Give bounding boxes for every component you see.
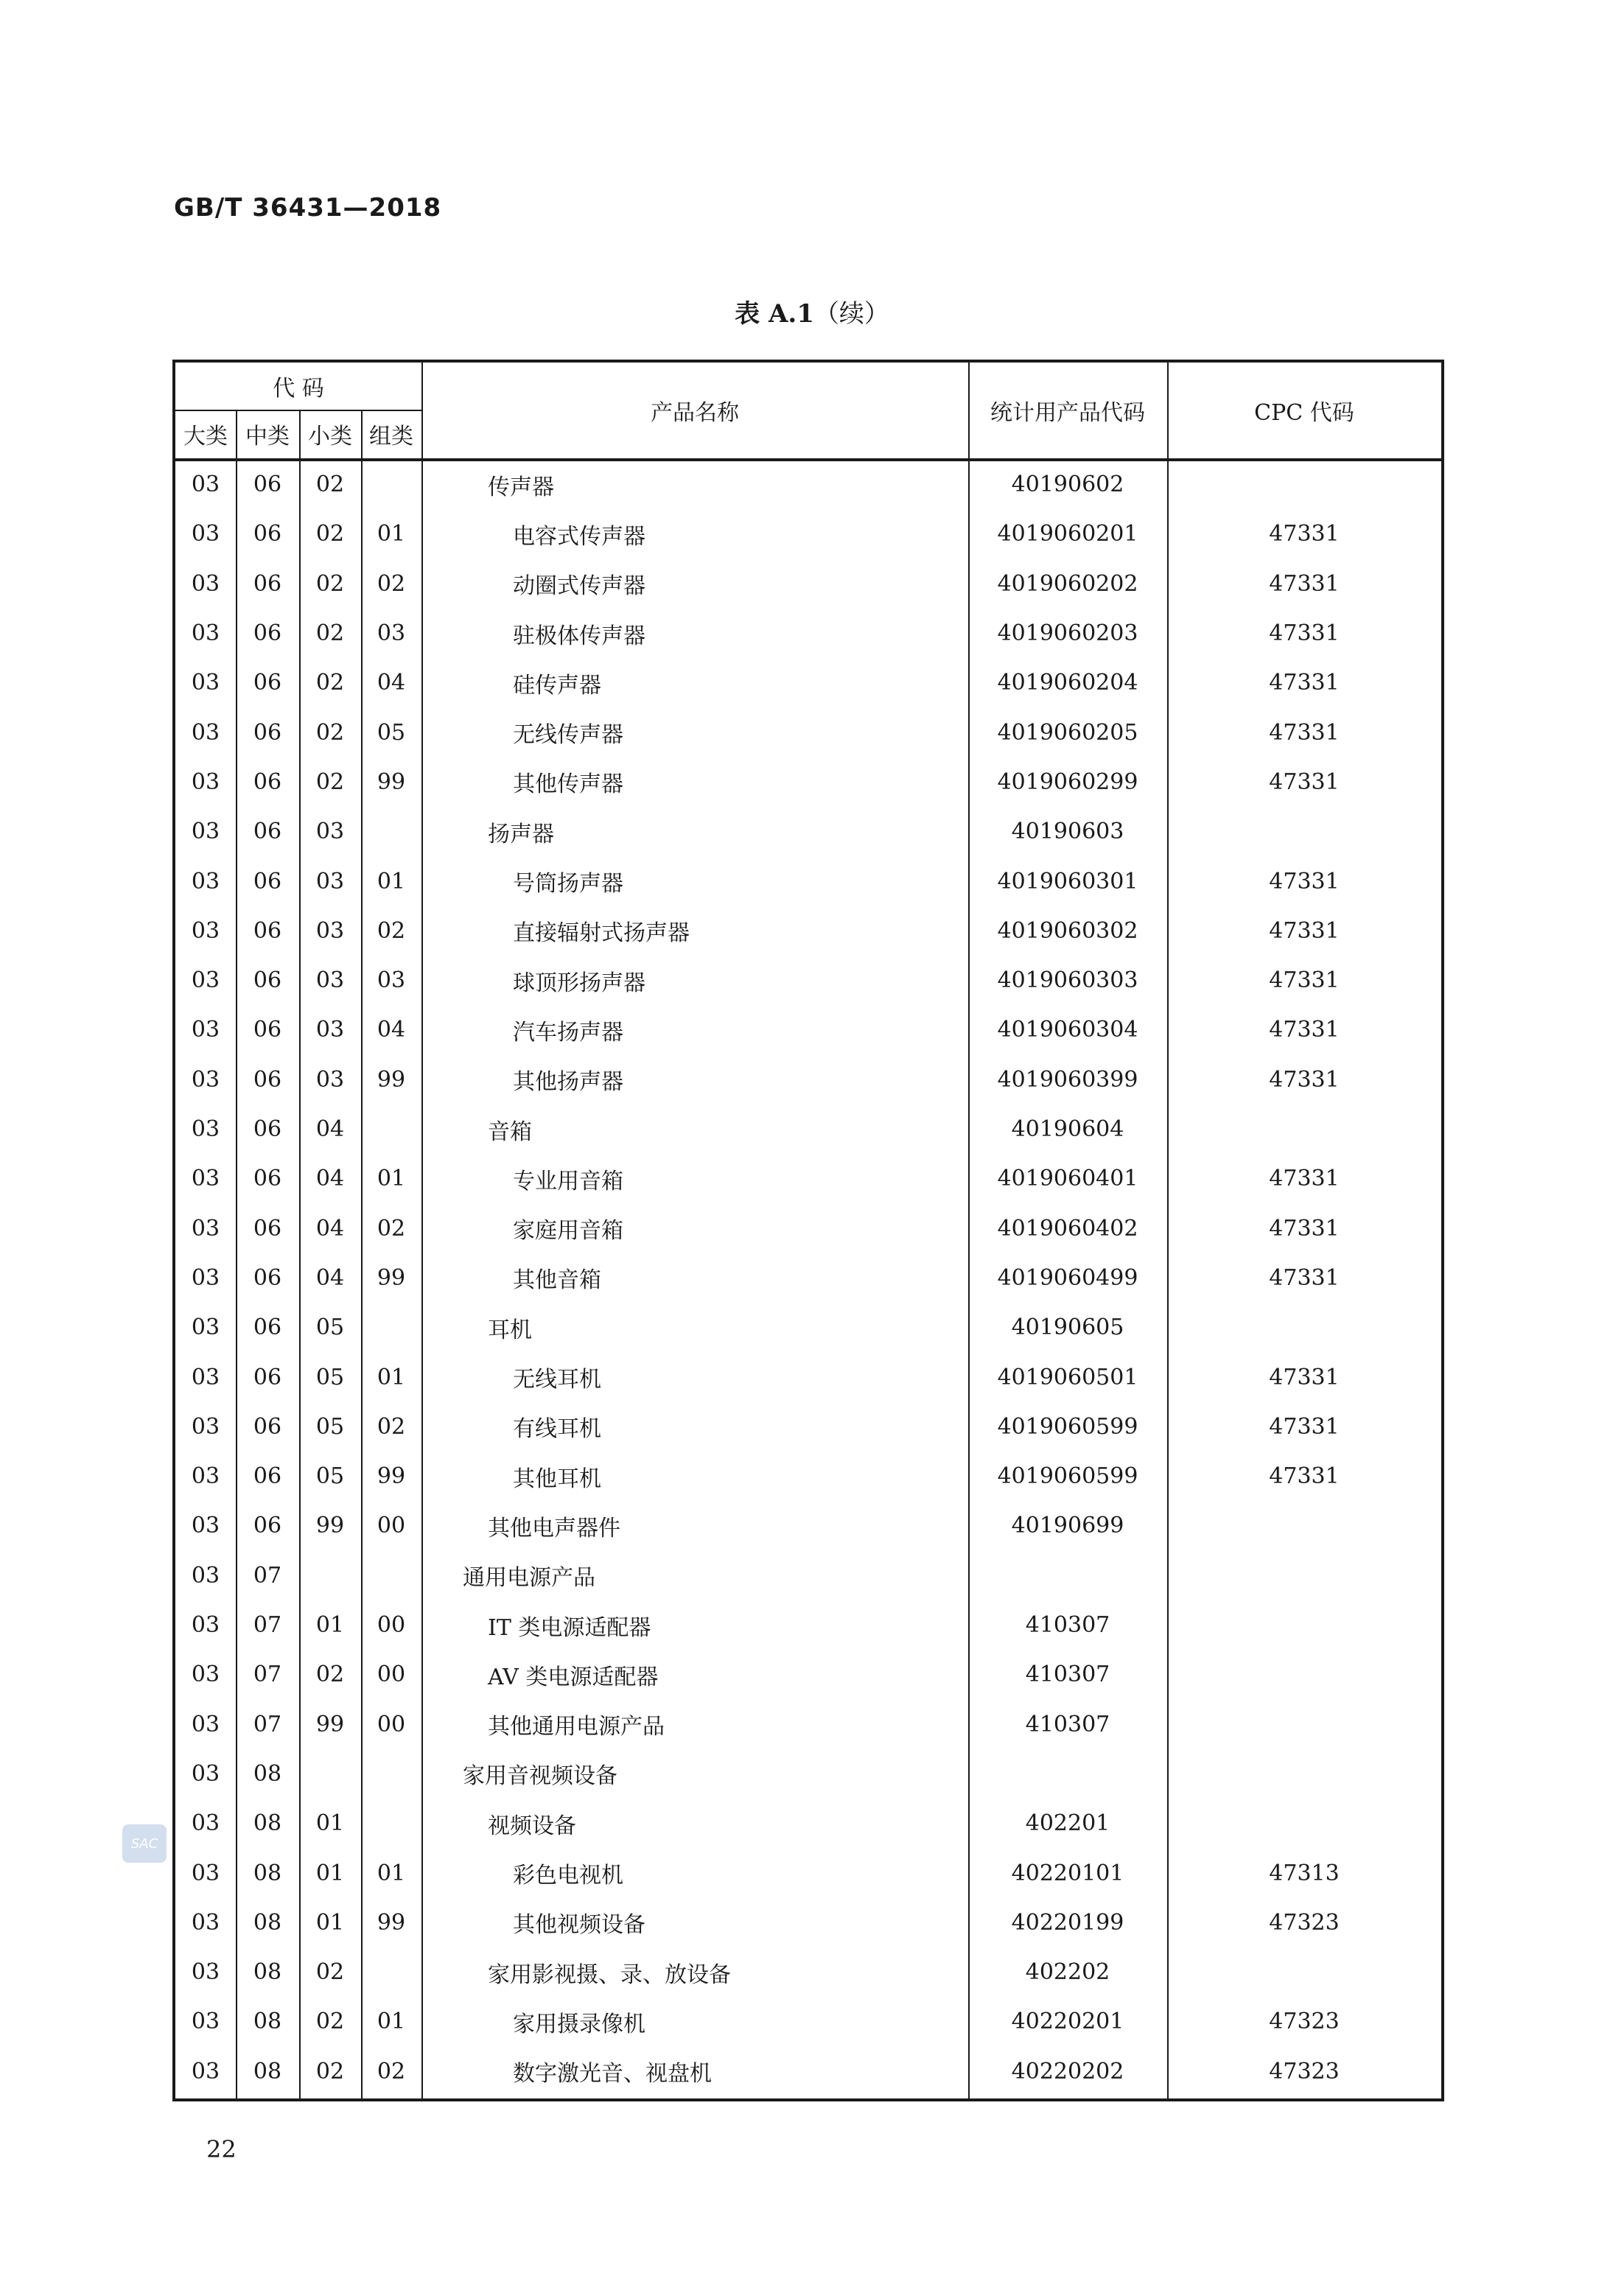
cell-major: 03: [191, 1463, 220, 1490]
cell-stat-code: 40190604: [1011, 1116, 1124, 1143]
cell-stat-code: 4019060401: [997, 1166, 1138, 1192]
cell-group: 02: [377, 917, 406, 944]
cell-minor: 03: [315, 1017, 345, 1043]
cell-cpc-code: [1167, 1650, 1441, 1699]
cell-group: 02: [377, 2058, 406, 2084]
cell-middle: 06: [253, 1513, 282, 1539]
cell-cpc-code: 47331: [1269, 620, 1340, 647]
cell-group: [361, 460, 421, 509]
cell-stat-code: 410307: [1025, 1711, 1110, 1737]
cell-minor: 04: [315, 1116, 345, 1143]
cell-product-name: 电容式传声器: [513, 523, 645, 550]
cell-cpc-code: 47331: [1269, 570, 1340, 597]
cell-stat-code: 4019060299: [997, 769, 1138, 795]
cell-minor: 02: [315, 2009, 345, 2035]
cell-product-name: 号筒扬声器: [513, 871, 623, 897]
cell-minor: 02: [315, 1662, 345, 1688]
cell-group: 01: [377, 1860, 406, 1886]
cell-product-name: 无线传声器: [513, 722, 623, 749]
cell-group: 99: [377, 1463, 406, 1490]
cell-product-name: 彩色电视机: [513, 1863, 623, 1889]
cell-middle: 06: [253, 1413, 282, 1440]
cell-product-name: 视频设备: [488, 1813, 576, 1839]
cell-cpc-code: 47323: [1269, 2058, 1340, 2084]
cell-stat-code: 4019060304: [997, 1017, 1138, 1043]
cell-product-name: 其他耳机: [513, 1466, 601, 1492]
cell-cpc-code: [1167, 460, 1441, 509]
cell-group: 01: [377, 868, 406, 895]
cell-product-name: 驻极体传声器: [513, 623, 645, 649]
cell-product-name: 扬声器: [488, 821, 554, 847]
sac-watermark: SAC: [122, 1824, 167, 1863]
cell-cpc-code: 47331: [1269, 917, 1340, 944]
cell-minor: 99: [315, 1513, 345, 1539]
cell-stat-code: 4019060499: [997, 1264, 1138, 1291]
cell-major: 03: [191, 719, 220, 746]
cell-middle: 06: [253, 1017, 282, 1043]
header-major: 大类: [183, 424, 228, 449]
cell-minor: [299, 1551, 361, 1600]
cell-major: 03: [191, 1860, 220, 1886]
cell-product-name: 数字激光音、视盘机: [513, 2061, 712, 2087]
cell-cpc-code: [1167, 1551, 1441, 1600]
cell-stat-code: 4019060303: [997, 967, 1138, 994]
cell-stat-code: 410307: [1025, 1662, 1110, 1688]
cell-middle: 07: [253, 1562, 282, 1589]
cell-middle: 06: [253, 819, 282, 845]
cell-stat-code: 4019060203: [997, 620, 1138, 647]
cell-middle: 07: [253, 1612, 282, 1639]
cell-product-name: 专业用音箱: [513, 1168, 623, 1194]
cell-major: 03: [191, 769, 220, 795]
cell-stat-code: 4019060301: [997, 868, 1138, 895]
cell-middle: 06: [253, 472, 282, 498]
header-stat-code: 统计用产品代码: [990, 400, 1145, 426]
cell-middle: 08: [253, 1909, 282, 1936]
cell-product-name: 耳机: [488, 1317, 532, 1343]
cell-stat-code: 40190699: [1011, 1513, 1124, 1539]
cell-major: 03: [191, 1662, 220, 1688]
cell-group: 01: [377, 2009, 406, 2035]
cell-cpc-code: [1167, 1799, 1441, 1848]
cell-major: 03: [191, 620, 220, 647]
cell-major: 03: [191, 1711, 220, 1737]
product-code-table: [172, 360, 1444, 2101]
cell-stat-code: 40190603: [1011, 819, 1124, 845]
cell-product-name: 硅传声器: [513, 672, 601, 699]
cell-minor: 03: [315, 819, 345, 845]
cell-middle: 08: [253, 1810, 282, 1837]
cell-major: 03: [191, 1612, 220, 1639]
header-divider: [175, 410, 421, 411]
cell-major: 03: [191, 1562, 220, 1589]
cell-group: 05: [377, 719, 406, 746]
cell-minor: 04: [315, 1215, 345, 1242]
cell-middle: 06: [253, 1116, 282, 1143]
cell-middle: 06: [253, 1314, 282, 1341]
cell-major: 03: [191, 1909, 220, 1936]
cell-middle: 06: [253, 719, 282, 746]
cell-major: 03: [191, 2009, 220, 2035]
cell-minor: 05: [315, 1413, 345, 1440]
cell-group: [361, 1947, 421, 1997]
cell-stat-code: 4019060202: [997, 570, 1138, 597]
cell-product-name: 音箱: [488, 1119, 532, 1145]
cell-group: [361, 1105, 421, 1154]
page-number: 22: [206, 2135, 237, 2163]
standard-code: GB/T 36431—2018: [174, 193, 442, 223]
cell-middle: 06: [253, 670, 282, 696]
cell-cpc-code: [1167, 1501, 1441, 1550]
cell-cpc-code: [1167, 1600, 1441, 1650]
cell-cpc-code: 47323: [1269, 2009, 1340, 2035]
header-group: 组类: [369, 424, 413, 449]
cell-product-name: 其他通用电源产品: [488, 1714, 665, 1740]
cell-major: 03: [191, 1810, 220, 1837]
cell-minor: 03: [315, 1066, 345, 1093]
cell-cpc-code: 47331: [1269, 868, 1340, 895]
cell-major: 03: [191, 2058, 220, 2084]
cell-cpc-code: 47331: [1269, 719, 1340, 746]
cell-minor: 02: [315, 1959, 345, 1986]
cell-group: 00: [377, 1662, 406, 1688]
cell-group: [361, 1749, 421, 1799]
cell-product-name: 家用摄录像机: [513, 2011, 645, 2037]
cell-middle: 06: [253, 769, 282, 795]
cell-middle: 06: [253, 967, 282, 994]
cell-middle: 06: [253, 521, 282, 547]
cell-major: 03: [191, 1513, 220, 1539]
cell-cpc-code: [1167, 1105, 1441, 1154]
table-title-label: 表 A.1: [735, 299, 814, 329]
cell-stat-code: 402201: [1025, 1810, 1110, 1837]
cell-stat-code: 40220101: [1011, 1860, 1124, 1886]
cell-stat-code: 40220202: [1011, 2058, 1124, 2084]
cell-cpc-code: 47331: [1269, 1463, 1340, 1490]
table-title: [0, 293, 1624, 329]
cell-group: 03: [377, 620, 406, 647]
cell-product-name: 传声器: [488, 474, 554, 500]
cell-cpc-code: 47331: [1269, 1215, 1340, 1242]
cell-group: [361, 807, 421, 856]
cell-middle: 06: [253, 1066, 282, 1093]
header-middle: 中类: [245, 424, 290, 449]
cell-group: [361, 1799, 421, 1848]
cell-minor: 04: [315, 1166, 345, 1192]
cell-middle: 07: [253, 1662, 282, 1688]
cell-major: 03: [191, 1066, 220, 1093]
cell-major: 03: [191, 1215, 220, 1242]
cell-product-name: 动圈式传声器: [513, 573, 645, 600]
cell-product-name: 其他视频设备: [513, 1912, 645, 1939]
cell-group: [361, 1303, 421, 1352]
cell-minor: 03: [315, 868, 345, 895]
cell-group: 00: [377, 1711, 406, 1737]
cell-product-name: IT 类电源适配器: [488, 1614, 651, 1641]
cell-minor: 02: [315, 719, 345, 746]
cell-group: 04: [377, 670, 406, 696]
cell-group: [361, 1551, 421, 1600]
cell-group: 99: [377, 1909, 406, 1936]
cell-product-name: 有线耳机: [513, 1416, 601, 1443]
cell-major: 03: [191, 1314, 220, 1341]
cell-group: 01: [377, 1364, 406, 1390]
cell-middle: 06: [253, 917, 282, 944]
cell-product-name: 家用影视摄、录、放设备: [488, 1961, 731, 1988]
col-divider-4: [421, 363, 423, 2098]
cell-middle: 06: [253, 570, 282, 597]
cell-minor: 01: [315, 1612, 345, 1639]
cell-cpc-code: 47331: [1269, 1264, 1340, 1291]
cell-stat-code: [968, 1551, 1167, 1600]
cell-minor: 01: [315, 1810, 345, 1837]
cell-stat-code: 4019060302: [997, 917, 1138, 944]
cell-cpc-code: [1167, 1303, 1441, 1352]
cell-middle: 08: [253, 1959, 282, 1986]
cell-major: 03: [191, 1116, 220, 1143]
cell-group: 01: [377, 521, 406, 547]
cell-middle: 06: [253, 1463, 282, 1490]
cell-group: 02: [377, 1215, 406, 1242]
cell-minor: 02: [315, 2058, 345, 2084]
cell-group: 99: [377, 1066, 406, 1093]
cell-minor: 05: [315, 1364, 345, 1390]
cell-minor: 03: [315, 967, 345, 994]
cell-middle: 06: [253, 868, 282, 895]
cell-product-name: 球顶形扬声器: [513, 970, 645, 996]
cell-stat-code: 4019060501: [997, 1364, 1138, 1390]
cell-major: 03: [191, 1959, 220, 1986]
cell-minor: 02: [315, 670, 345, 696]
cell-major: 03: [191, 917, 220, 944]
cell-cpc-code: 47331: [1269, 1166, 1340, 1192]
table-title-suffix: （续）: [813, 299, 889, 329]
cell-cpc-code: 47331: [1269, 769, 1340, 795]
cell-middle: 06: [253, 620, 282, 647]
cell-cpc-code: [1167, 1749, 1441, 1799]
cell-product-name: 无线耳机: [513, 1367, 601, 1393]
cell-stat-code: 40220201: [1011, 2009, 1124, 2035]
cell-group: 00: [377, 1612, 406, 1639]
cell-minor: 02: [315, 769, 345, 795]
cell-product-name: 其他传声器: [513, 771, 623, 798]
cell-stat-code: 4019060205: [997, 719, 1138, 746]
cell-group: 04: [377, 1017, 406, 1043]
cell-group: 02: [377, 570, 406, 597]
cell-cpc-code: 47331: [1269, 1066, 1340, 1093]
cell-major: 03: [191, 1017, 220, 1043]
cell-group: 03: [377, 967, 406, 994]
cell-middle: 08: [253, 1760, 282, 1787]
cell-stat-code: 4019060599: [997, 1463, 1138, 1490]
cell-minor: 99: [315, 1711, 345, 1737]
cell-stat-code: [968, 1749, 1167, 1799]
cell-middle: 06: [253, 1166, 282, 1192]
cell-cpc-code: 47331: [1269, 521, 1340, 547]
cell-minor: 01: [315, 1860, 345, 1886]
cell-middle: 06: [253, 1364, 282, 1390]
cell-minor: 03: [315, 917, 345, 944]
cell-cpc-code: [1167, 1947, 1441, 1997]
cell-minor: 02: [315, 620, 345, 647]
cell-major: 03: [191, 1364, 220, 1390]
cell-product-name: 其他电声器件: [488, 1515, 620, 1541]
cell-group: 99: [377, 769, 406, 795]
cell-major: 03: [191, 570, 220, 597]
cell-cpc-code: 47331: [1269, 1364, 1340, 1390]
cell-stat-code: 4019060204: [997, 670, 1138, 696]
cell-stat-code: 402202: [1025, 1959, 1110, 1986]
cell-major: 03: [191, 1760, 220, 1787]
cell-stat-code: 410307: [1025, 1612, 1110, 1639]
cell-cpc-code: 47331: [1269, 1413, 1340, 1440]
cell-major: 03: [191, 1264, 220, 1291]
cell-major: 03: [191, 967, 220, 994]
cell-minor: 02: [315, 472, 345, 498]
cell-major: 03: [191, 1413, 220, 1440]
cell-stat-code: 40220199: [1011, 1909, 1124, 1936]
cell-middle: 06: [253, 1264, 282, 1291]
cell-major: 03: [191, 819, 220, 845]
cell-middle: 08: [253, 2009, 282, 2035]
header-cpc-code: CPC 代码: [1254, 400, 1354, 426]
cell-major: 03: [191, 1166, 220, 1192]
cell-cpc-code: 47313: [1269, 1860, 1340, 1886]
cell-minor: 01: [315, 1909, 345, 1936]
header-minor: 小类: [308, 424, 352, 449]
header-code-group: 代 码: [273, 376, 324, 402]
cell-product-name: AV 类电源适配器: [488, 1664, 659, 1690]
cell-stat-code: 4019060402: [997, 1215, 1138, 1242]
cell-minor: 02: [315, 570, 345, 597]
cell-minor: [299, 1749, 361, 1799]
cell-middle: 06: [253, 1215, 282, 1242]
cell-middle: 08: [253, 1860, 282, 1886]
cell-cpc-code: [1167, 807, 1441, 856]
cell-major: 03: [191, 670, 220, 696]
cell-stat-code: 4019060201: [997, 521, 1138, 547]
cell-major: 03: [191, 521, 220, 547]
cell-product-name: 其他扬声器: [513, 1069, 623, 1096]
cell-product-name: 汽车扬声器: [513, 1019, 623, 1046]
cell-minor: 05: [315, 1314, 345, 1341]
cell-cpc-code: 47331: [1269, 670, 1340, 696]
cell-middle: 08: [253, 2058, 282, 2084]
cell-group: 00: [377, 1513, 406, 1539]
cell-stat-code: 40190602: [1011, 472, 1124, 498]
cell-cpc-code: 47331: [1269, 967, 1340, 994]
cell-major: 03: [191, 868, 220, 895]
cell-middle: 07: [253, 1711, 282, 1737]
cell-stat-code: 4019060599: [997, 1413, 1138, 1440]
cell-minor: 05: [315, 1463, 345, 1490]
cell-cpc-code: 47323: [1269, 1909, 1340, 1936]
cell-minor: 04: [315, 1264, 345, 1291]
cell-product-name: 家庭用音箱: [513, 1218, 623, 1244]
cell-major: 03: [191, 472, 220, 498]
cell-group: 02: [377, 1413, 406, 1440]
cell-stat-code: 40190605: [1011, 1314, 1124, 1341]
cell-group: 01: [377, 1166, 406, 1192]
cell-stat-code: 4019060399: [997, 1066, 1138, 1093]
cell-minor: 02: [315, 521, 345, 547]
cell-product-name: 通用电源产品: [463, 1565, 595, 1592]
cell-cpc-code: 47331: [1269, 1017, 1340, 1043]
cell-product-name: 家用音视频设备: [463, 1763, 617, 1790]
header-product-name: 产品名称: [651, 400, 739, 426]
cell-product-name: 其他音箱: [513, 1267, 601, 1294]
cell-product-name: 直接辐射式扬声器: [513, 920, 690, 947]
cell-group: 99: [377, 1264, 406, 1291]
cell-cpc-code: [1167, 1700, 1441, 1749]
